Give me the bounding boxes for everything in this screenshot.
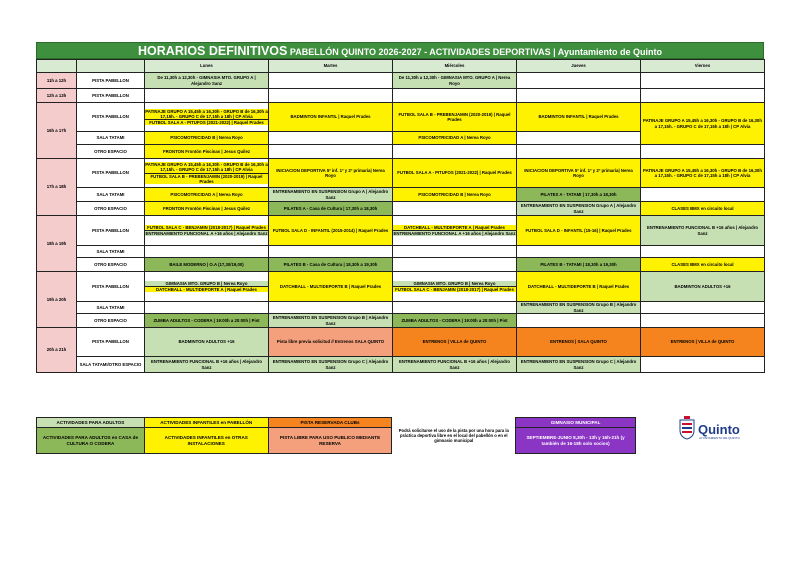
legend	[36, 417, 636, 454]
day-jueves: Jueves	[517, 60, 641, 73]
legend-clubs: PISTA RESERVADA CLUBs	[268, 418, 392, 428]
space-tatami: SALA TATAMI	[77, 246, 145, 258]
schedule-sheet	[36, 42, 764, 373]
slot-18-martes: FUTBOL SALA D - INFANTIL (2015-2014) | Raquel Prades	[269, 216, 393, 246]
space-pista: PISTA PABELLON	[77, 159, 145, 188]
time-11h: 11h a 12h	[37, 73, 77, 89]
slot-17-otro-lunes: FRONTON Frontón Piscinas | Jesus Quilez	[145, 202, 269, 216]
slot-16-tatami-miercoles: PSICOMOTRICIDAD A | Nerea Royo	[393, 132, 517, 145]
legend-adultos: ACTIVIDADES PARA ADULTOS	[37, 418, 145, 428]
row-17h-tatami	[37, 188, 765, 202]
activity-futbol-sala-a: FUTBOL SALA A - PITUFOS (2021-2022) | Raquel Prades	[145, 120, 268, 125]
slot-20-viernes: ENTRENOS | VILLA de QUINTO	[641, 328, 765, 357]
slot-18-viernes: ENTRENAMIENTO FUNCIONAL B +16 años | Alejandro Sanz	[641, 216, 765, 246]
schedule-title	[36, 42, 764, 59]
legend-pista-libre: PISTA LIBRE PARA USO PUBLICO MEDIANTE RESERVA	[268, 428, 392, 454]
row-19h-tatami	[37, 302, 765, 314]
space-otro: OTRO ESPACIO	[77, 258, 145, 272]
space-pista: PISTA PABELLON	[77, 216, 145, 246]
coat-of-arms-icon	[678, 416, 696, 440]
slot-20-jueves: ENTRENOS | SALA QUINTO	[517, 328, 641, 357]
row-20h-tatami	[37, 357, 765, 373]
day-viernes: Viernes	[641, 60, 765, 73]
space-pista: PISTA PABELLON	[77, 73, 145, 89]
slot-16-lunes	[145, 103, 269, 132]
activity-patinaje: PATINAJE GRUPO A 15,45h a 16,30h - GRUPO B de 16,30h a 17,15h. - GRUPO C de 17,15h a 18h | CP Alvia	[145, 162, 268, 173]
space-otro: OTRO ESPACIO	[77, 314, 145, 328]
slot-16-jueves: BADMINTON INFANTIL | Raquel Prades	[517, 103, 641, 132]
row-18h-otro	[37, 258, 765, 272]
slot-20-tatami-lunes: ENTRENAMIENTO FUNCIONAL B +16 años | Alejandro Sanz	[145, 357, 269, 373]
legend-adultos-cultura: ACTIVIDADES PARA ADULTOS en CASA de CULTURA O CODERA	[37, 428, 145, 454]
slot-18-jueves: FUTBOL SALA D - INFANTIL (15-16) | Raquel Prades	[517, 216, 641, 246]
day-martes: Martes	[269, 60, 393, 73]
slot-17-otro-jueves: ENTRENAMIENTO EN SUSPENSION Grupo A | Alejandro Sanz	[517, 202, 641, 216]
slot-20-miercoles: ENTRENOS | VILLA de QUINTO	[393, 328, 517, 357]
slot-17-viernes: PATINAJE GRUPO A 15,45h a 16,30h - GRUPO B de 16,30h a 17,15h. - GRUPO C de 17,15h a 18h | CP Alvia	[641, 159, 765, 188]
slot-17-jueves: INICIACION DEPORTIVA 5º inf. 1º y 2º primaria| Nerea Royo	[517, 159, 641, 188]
logo-sub: AYUNTAMIENTO DE QUINTO	[699, 436, 740, 440]
slot-18-otro-martes: PILATES B - Casa de Cultura | 18,30h a 19,30h	[269, 258, 393, 272]
space-pista: PISTA PABELLON	[77, 89, 145, 103]
schedule-table	[36, 59, 765, 373]
day-miercoles: Miércoles	[393, 60, 517, 73]
row-17h-otro	[37, 202, 765, 216]
days-header-row	[37, 60, 765, 73]
slot-17-otro-viernes: CLASES BMX en circuito local	[641, 202, 765, 216]
activity-datchball-a: DATCHBALL - MULTIDEPORTE A | Raquel Prades	[145, 287, 268, 292]
slot-17-tatami-martes: ENTRENAMIENTO EN SUSPENSION Grupo A | Alejandro Sanz	[269, 188, 393, 202]
space-tatami: SALA TATAMI	[77, 132, 145, 145]
time-12h: 12h a 13h	[37, 89, 77, 103]
activity-gimnasia-b: GIMNASIA MTO. GRUPO B | Nerea Royo	[393, 281, 516, 287]
slot-17-tatami-lunes: PSICOMOTRICIDAD A | Nerea Royo	[145, 188, 269, 202]
row-19h-pista	[37, 272, 765, 302]
row-20h-pista	[37, 328, 765, 357]
legend-note: Podrá solicitarse el uso de la pista por una hora para la práctica deportiva libre en el local del pabellón o en el gimnasio municipal	[398, 428, 509, 443]
row-17h-pista	[37, 159, 765, 188]
slot-20-tatami-jueves: ENTRENAMIENTO EN SUSPENSION Grupo C | Alejandro Sanz	[517, 357, 641, 373]
slot-11-jueves	[517, 73, 641, 89]
slot-18-lunes	[145, 216, 269, 246]
slot-18-otro-jueves: PILATES B - TATAMI | 18,30h a 19,30h	[517, 258, 641, 272]
title-rest: PABELLÓN QUINTO 2026-2027 - ACTIVIDADES DEPORTIVAS | Ayuntamiento de Quinto	[289, 47, 662, 57]
slot-11-lunes: De 11,30h a 12,30h - GIMNASIA MTO. GRUPO A | Alejandro Sanz	[145, 73, 269, 89]
slot-19-viernes: BADMINTON ADULTOS +16	[641, 272, 765, 302]
legend-infantiles-pabellon: ACTIVIDADES INFANTILES en PABELLÓN	[144, 418, 268, 428]
row-16h-pista	[37, 103, 765, 132]
activity-funcional-a: ENTRENAMIENTO FUNCIONAL A +16 años | Alejandro Sanz	[393, 231, 516, 236]
slot-11-martes	[269, 73, 393, 89]
slot-11-miercoles: De 11,30h a 12,30h - GIMNASIA MTO. GRUPO A | Nerea Royo	[393, 73, 517, 89]
row-12h	[37, 89, 765, 103]
time-18h: 18h a 19h	[37, 216, 77, 272]
legend-table	[36, 417, 636, 454]
activity-futbol-sala-c: FUTBOL SALA C - BENJAMIN (2018-2017) | Raquel Prades	[393, 287, 516, 292]
activity-funcional-a: ENTRENAMIENTO FUNCIONAL A +16 años | Alejandro Sanz	[145, 231, 268, 236]
time-16h: 16h a 17h	[37, 103, 77, 159]
slot-17-tatami-jueves: PILATES A - TATAMI | 17,30h a 18,30h	[517, 188, 641, 202]
slot-17-lunes	[145, 159, 269, 188]
activity-patinaje: PATINAJE GRUPO A 15,45h a 16,30h - GRUPO B de 16,30h a 17,15h. - GRUPO C de 17,15h a 18h | CP Alvia	[145, 108, 268, 119]
slot-17-tatami-miercoles: PSICOMOTRICIDAD B | Nerea Royo	[393, 188, 517, 202]
space-otro: OTRO ESPACIO	[77, 202, 145, 216]
space-pista: PISTA PABELLON	[77, 272, 145, 302]
slot-19-tatami-jueves: ENTRENAMIENTO EN SUSPENSION Grupo B | Alejandro Sanz	[517, 302, 641, 314]
slot-19-lunes	[145, 272, 269, 302]
slot-20-tatami-martes: ENTRENAMIENTO EN SUSPENSION Grupo C | Alejandro Sanz	[269, 357, 393, 373]
day-lunes: Lunes	[145, 60, 269, 73]
slot-19-otro-miercoles: ZUMBA ADULTOS - CODERA | 19:00h a 20:00h | Pist	[393, 314, 517, 328]
slot-17-martes: INICIACION DEPORTIVA 5º inf. 1º y 2º primaria| Nerea Royo	[269, 159, 393, 188]
slot-16-viernes: PATINAJE GRUPO A 15,45h a 16,30h - GRUPO B de 16,30h a 17,15h. - GRUPO C de 17,15h a 18h | CP Alvia	[641, 103, 765, 145]
slot-19-jueves: DATCHBALL - MULTIDEPORTE B | Raquel Prades	[517, 272, 641, 302]
slot-16-miercoles: FUTBOL SALA B - PREBENJAMIN (2020-2019) | Raquel Prades	[393, 103, 517, 132]
legend-gimnasio-horario: SEPTIEMBRE-JUNIO 8,30h - 13h y 16h-21h (y también de 16-18h solo socios)	[516, 428, 636, 454]
space-tatami: SALA TATAMI	[77, 188, 145, 202]
slot-19-miercoles	[393, 272, 517, 302]
space-tatami-otro: SALA TATAMI/OTRO ESPACIO	[77, 357, 145, 373]
activity-gimnasia-b: GIMNASIA MTO. GRUPO B | Nerea Royo	[145, 281, 268, 287]
slot-16-otro-lunes: FRONTON Frontón Piscinas | Jesus Quilez	[145, 145, 269, 159]
slot-17-miercoles: FUTBOL SALA A - PITUFOS (2021-2022) | Raquel Prades	[393, 159, 517, 188]
title-main: HORARIOS DEFINITIVOS	[138, 44, 288, 58]
row-11h	[37, 73, 765, 89]
slot-18-otro-lunes: BAILE MODERNO | O.A (17,30/19,00)	[145, 258, 269, 272]
legend-gimnasio: GIMNASIO MUNICIPAL	[516, 418, 636, 428]
space-tatami: SALA TATAMI	[77, 302, 145, 314]
slot-19-martes: DATCHBALL - MULTIDEPORTE B | Raquel Prades	[269, 272, 393, 302]
row-18h-pista	[37, 216, 765, 246]
slot-20-lunes: BADMINTON ADULTOS +16	[145, 328, 269, 357]
activity-futbol-sala-c: FUTBOL SALA C - BENJAMIN (2018-2017) | Raquel Prades	[145, 225, 268, 231]
slot-18-otro-viernes: CLASES BMX en circuito local	[641, 258, 765, 272]
time-19h: 19h a 20h	[37, 272, 77, 328]
activity-datchball-a: DATCHBALL - MULTIDEPORTE A | Raquel Prades	[393, 225, 516, 231]
space-otro: OTRO ESPACIO	[77, 145, 145, 159]
slot-16-tatami-lunes: PSICOMOTRICIDAD B | Nerea Royo	[145, 132, 269, 145]
row-18h-tatami	[37, 246, 765, 258]
logo-name: Quinto	[698, 422, 740, 437]
space-pista: PISTA PABELLON	[77, 328, 145, 357]
time-17h: 17h a 18h	[37, 159, 77, 216]
row-19h-otro	[37, 314, 765, 328]
slot-19-otro-lunes: ZUMBA ADULTOS - CODERA | 19:00h a 20:00h | Pist	[145, 314, 269, 328]
slot-18-miercoles	[393, 216, 517, 246]
space-pista: PISTA PABELLON	[77, 103, 145, 132]
slot-20-tatami-miercoles: ENTRENAMIENTO FUNCIONAL B +16 años | Alejandro Sanz	[393, 357, 517, 373]
legend-infantiles-otras: ACTIVIDADES INFANTILES en OTRAS INSTALACIONES	[144, 428, 268, 454]
time-20h: 20h a 21h	[37, 328, 77, 373]
slot-20-martes: Pista libre previa solicitud // Entrenos SALA QUINTO	[269, 328, 393, 357]
slot-19-otro-martes: ENTRENAMIENTO EN SUSPENSION Grupo B | Alejandro Sanz	[269, 314, 393, 328]
row-16h-otro	[37, 145, 765, 159]
slot-11-viernes	[641, 73, 765, 89]
slot-16-martes: BADMINTON INFANTIL | Raquel Prades	[269, 103, 393, 132]
slot-17-otro-martes: PILATES A - Casa de Cultura | 17,30h a 18,30h	[269, 202, 393, 216]
activity-futbol-sala-b: FUTBOL SALA B - PREBENJAMIN (2020-2019) | Raquel Prades	[145, 174, 268, 184]
quinto-logo	[676, 414, 746, 444]
